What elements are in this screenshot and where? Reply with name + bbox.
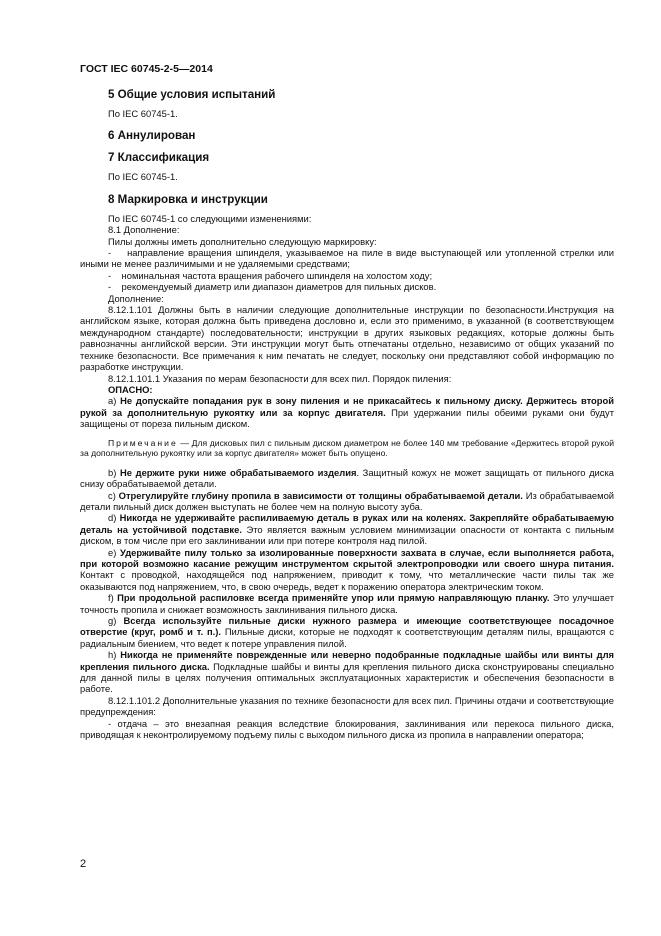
section-8-1-text: Пилы должны иметь дополнительно следующую маркировку: <box>108 235 377 247</box>
list-item: - направление вращения шпинделя, указываемое на пиле в виде выступающей или утопленной стрелки или иными не менее различимыми и не удаляемыми средствами; <box>80 247 614 270</box>
section-7-title: 7 Классификация <box>108 151 210 165</box>
item-g: g) Всегда используйте пильные диски нужного размера и имеющие соответствующее посадочное отверстие (круг, ромб и т. п.). Пильные диски, которые не подходят к соответствующим деталям пилы, вращаются с радиальным биением, что ведет к потере управления пилой. <box>80 615 614 649</box>
item-a: а) Не допускайте попадания рук в зону пиления и не прикасайтесь к пильному диску. Держитесь второй рукой за дополнительную рукоятку или за корпус двигателя. При удержании пилы обеими руками они будут защищены от пореза пильным диском. <box>80 395 615 430</box>
list-item: - рекомендуемый диаметр или диапазон диаметров для пильных дисков. <box>108 281 437 293</box>
section-6-title: 6 Аннулирован <box>108 129 196 143</box>
section-5-title: 5 Общие условия испытаний <box>108 88 276 101</box>
item-h: h) Никогда не применяйте поврежденные или неверно подобранные подкладные шайбы или винты для крепления пильного диска. Подкладные шайбы и винты для крепления пильного диска сконструированы специально для данной пилы в целях получения оптимальных эксплуатационных характеристик и обеспечения безопасности в работе. <box>80 649 614 695</box>
section-7-text: По IEC 60745-1. <box>108 171 178 183</box>
document-body <box>80 88 614 740</box>
section-8-1: 8.1 Дополнение: <box>108 224 180 236</box>
item-e: е) Удерживайте пилу только за изолированные поверхности захвата в случае, если выполняется работа, при которой возможно касание режущим инструментом скрытой электропроводки или своего шнура питания. Контакт с проводкой, находящейся под напряжением, приводит к тому, что металлические части пилы так же оказываются под напряжением, что, в свою очередь, ведет к поражению оператора электрическим током. <box>80 546 614 592</box>
item-f: f) При продольной распиловке всегда применяйте упор или прямую направляющую планку. Это улучшает точность пропила и снижает возможность заклинивания пильного диска. <box>80 592 614 615</box>
item-b: b) Не держите руки ниже обрабатываемого изделия. Защитный кожух не может защищать от пильного диска снизу обрабатываемой детали. <box>80 466 614 490</box>
dopolnenie-label: Дополнение: <box>108 292 164 304</box>
section-5-text: По IEC 60745-1. <box>108 108 178 119</box>
section-8-intro: По IEC 60745-1 со следующими изменениями: <box>108 212 312 224</box>
paragraph-8-12-1-101: 8.12.1.101 Должны быть в наличии следующие дополнительные инструкции по безопасности.Инструкция на английском языке, которая должна быть приведена дословно и, если это применимо, в указанной (в соответствующем международном стандарте) последовательности; инструкции в других языковых редакциях, которые должны быть равнозначны английской версии. Эти инструкции могут быть отпечатаны отдельно, независимо от общих указаний по технике безопасности. Все примечания к ним печатать не следует, поскольку они представляют собой информацию по разработке инструкции. <box>80 304 614 373</box>
note: Примечание — Для дисковых пил с пильным диском диаметром не более 140 мм требование «Держитесь второй рукой за дополнительную рукоятку или за корпус двигателя» может быть опущено. <box>80 437 614 459</box>
item-c: с) Отрегулируйте глубину пропила в зависимости от толщины обрабатываемой детали. Из обрабатываемой детали пильный диск должен выступать не более чем на полную высоту зуба. <box>80 489 615 512</box>
paragraph-8-12-1-101-1: 8.12.1.101.1 Указания по мерам безопасности для всех пил. Порядок пиления: <box>108 372 452 384</box>
kickback-definition: - отдача – это внезапная реакция вследствие блокирования, заклинивания или перекоса пильного диска, приводящая к неконтролируемому подъему пилы с выходом пильного диска из пропила в направлении оператора; <box>80 717 614 741</box>
danger-label: ОПАСНО: <box>108 383 153 395</box>
page-number: 2 <box>80 858 87 870</box>
paragraph-8-12-1-101-2: 8.12.1.101.2 Дополнительные указания по технике безопасности для всех пил. Причины отдачи и соответствующие предупреждения: <box>80 694 614 718</box>
item-d: d) Никогда не удерживайте распиливаемую деталь в руках или на коленях. Закрепляйте обрабатываемую деталь на устойчивой подставке. Это является важным условием минимизации опасности от контакта с пильным диском, в том числе при его заклинивании или при потере контроля над пилой. <box>80 512 615 547</box>
section-8-title: 8 Маркировка и инструкции <box>108 192 268 206</box>
list-item: - номинальная частота вращения рабочего шпинделя на холостом ходу; <box>108 269 433 281</box>
document-header: ГОСТ IEC 60745-2-5—2014 <box>80 63 213 75</box>
